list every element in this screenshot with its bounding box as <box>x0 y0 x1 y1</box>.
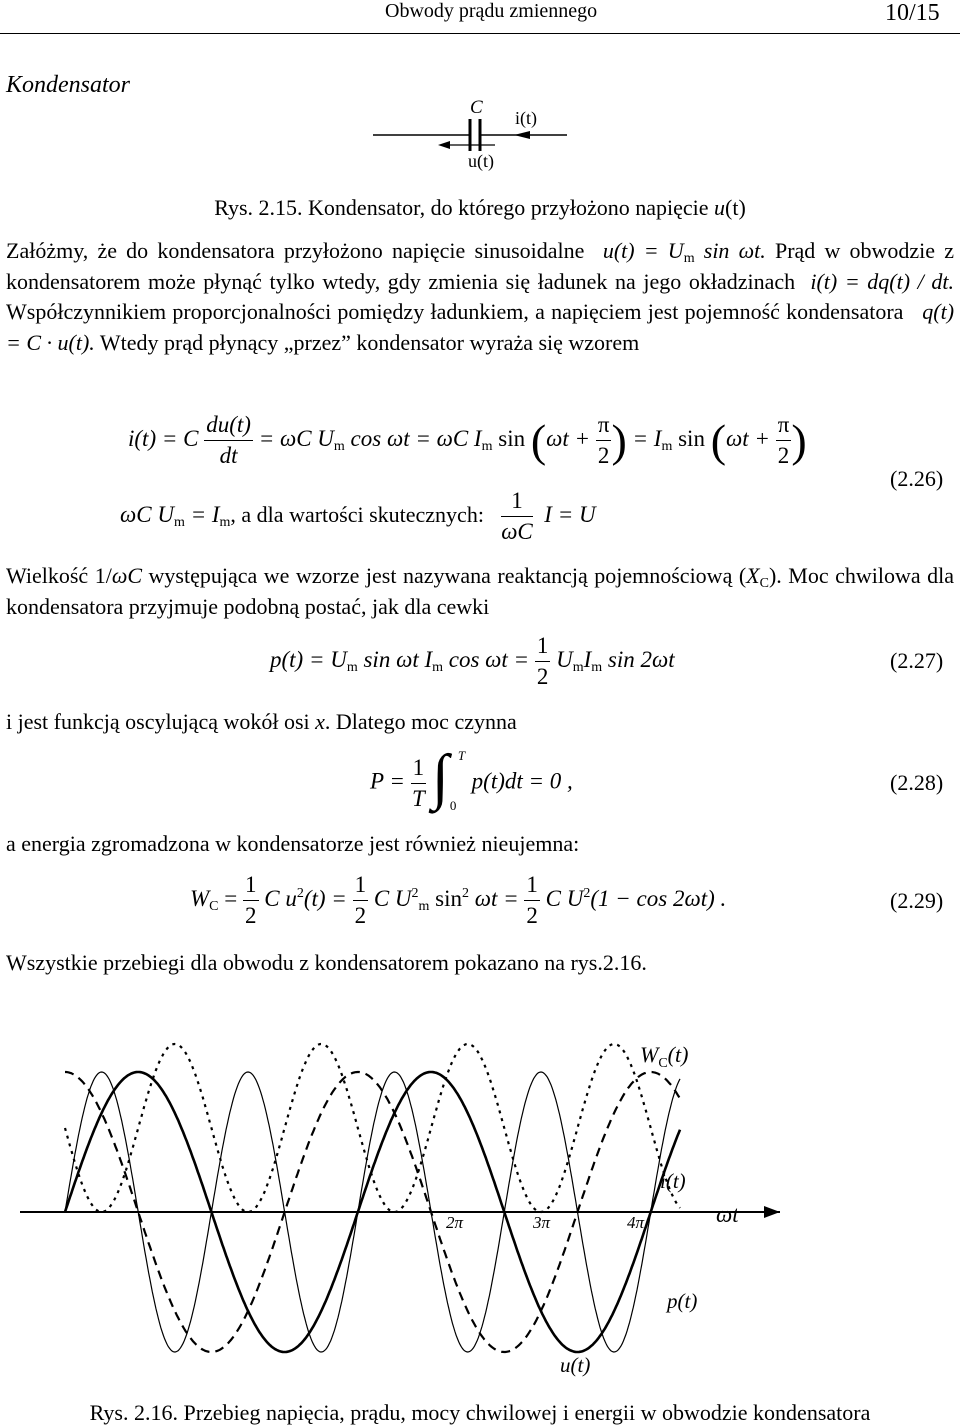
tick-label-3pi: 3π <box>533 1213 551 1232</box>
series-label-p: p(t) <box>667 1289 698 1313</box>
paragraph-energy: a energia zgromadzona w kondensatorze jest również nieujemna: <box>6 831 580 856</box>
x-axis-label: ωt <box>716 1202 739 1227</box>
voltage-arrow-icon <box>438 141 450 149</box>
equation-2-26-line1: i(t) = C $\frac{du(t)}{dt}$ = ωC $U_m$ cos ωt = ωC $I_m$ sin (ωt + $\frac{\pi}{2}$ ) = $I_m$ sin (ωt + $\frac{\pi}{2}$ ) <box>128 412 807 468</box>
x-axis-arrow-icon <box>764 1206 780 1218</box>
equation-number-2-29: (2.29) <box>890 888 944 913</box>
tick-label-2pi: 2π <box>446 1213 464 1232</box>
series-label-i: i(t) <box>660 1169 686 1193</box>
equation-number-2-28: (2.28) <box>890 770 944 795</box>
current-arrow-icon <box>514 131 530 139</box>
label-capacitance: C <box>470 97 483 118</box>
paragraph-waveforms-ref: Wszystkie przebiegi dla obwodu z kondensatorem pokazano na rys.2.16. <box>6 950 647 975</box>
equation-number-2-27: (2.27) <box>890 648 944 673</box>
header-rule <box>0 33 960 34</box>
capacitor-diagram <box>370 95 570 175</box>
waveform-chart <box>0 1000 960 1395</box>
running-header-title: Obwody prądu zmiennego <box>385 0 598 22</box>
equation-2-28: P = $\frac{1}{T}$ ∫ T 0 p(t)dt = 0 , <box>370 750 573 816</box>
paragraph-active-power: i jest funkcją oscylującą wokół osi x. Dlatego moc czynna <box>6 709 517 734</box>
label-current: i(t) <box>515 108 537 128</box>
equation-2-27: $p(t) = U_m$ sin ωt $I_m$ cos ωt = $\frac{1}{2}$ $U_mI_m$ sin 2ωt <box>270 633 675 689</box>
section-title: Kondensator <box>6 72 131 98</box>
series-label-wc: $W_C(t)$ <box>640 1042 689 1071</box>
page-number: 10/15 <box>885 0 940 26</box>
integral-sign: ∫ T 0 <box>431 743 466 813</box>
equation-2-29: $W_C$ = $\frac{1}{2}$ C $u^2(t)$ = $\frac{1}{2}$ C $U^2_m$ $\sin^2 \omega t$ = $\frac{1}{2}$ C $U^2(1 - \cos 2\omega t)$ . <box>190 872 727 928</box>
paragraph-intro: Załóżmy, że do kondensatora przyłożono napięcie sinusoidalne $u(t) = U_m$ sin ωt. Prąd w obwodzie z kondensatorem może płynąć tylko wtedy, gdy zmienia się ładunek na jego okładzinach i(t) = dq(t) / dt. Współczynnikiem proporcjonalności pomiędzy ładunkiem, a napięciem jest pojemność kondensatora q(t) = C · u(t). Wtedy prąd płynący „przez” kondensator wyraża się wzorem <box>6 238 955 355</box>
tick-label-4pi: 4π <box>627 1213 645 1232</box>
label-voltage: u(t) <box>468 151 494 171</box>
equation-2-26-line2: ωC $U_m = I_m$, a dla wartości skutecznych: $\frac{1}{\omega C}$ I = U <box>120 488 596 544</box>
paragraph-reactance: Wielkość 1/ωC występująca we wzorze jest nazywana reaktancją pojemnościową $(X_C)$. Moc chwilowa dla kondensatora przyjmuje podobną postać, jak dla cewki <box>6 563 955 619</box>
figure-caption-2-15: Rys. 2.15. Kondensator, do którego przyłożono napięcie u(t) <box>214 195 746 220</box>
series-label-u: u(t) <box>560 1353 591 1377</box>
equation-number-2-26: (2.26) <box>890 466 944 491</box>
figure-caption-2-16: Rys. 2.16. Przebieg napięcia, prądu, mocy chwilowej i energii w obwodzie kondensatora <box>89 1400 871 1425</box>
